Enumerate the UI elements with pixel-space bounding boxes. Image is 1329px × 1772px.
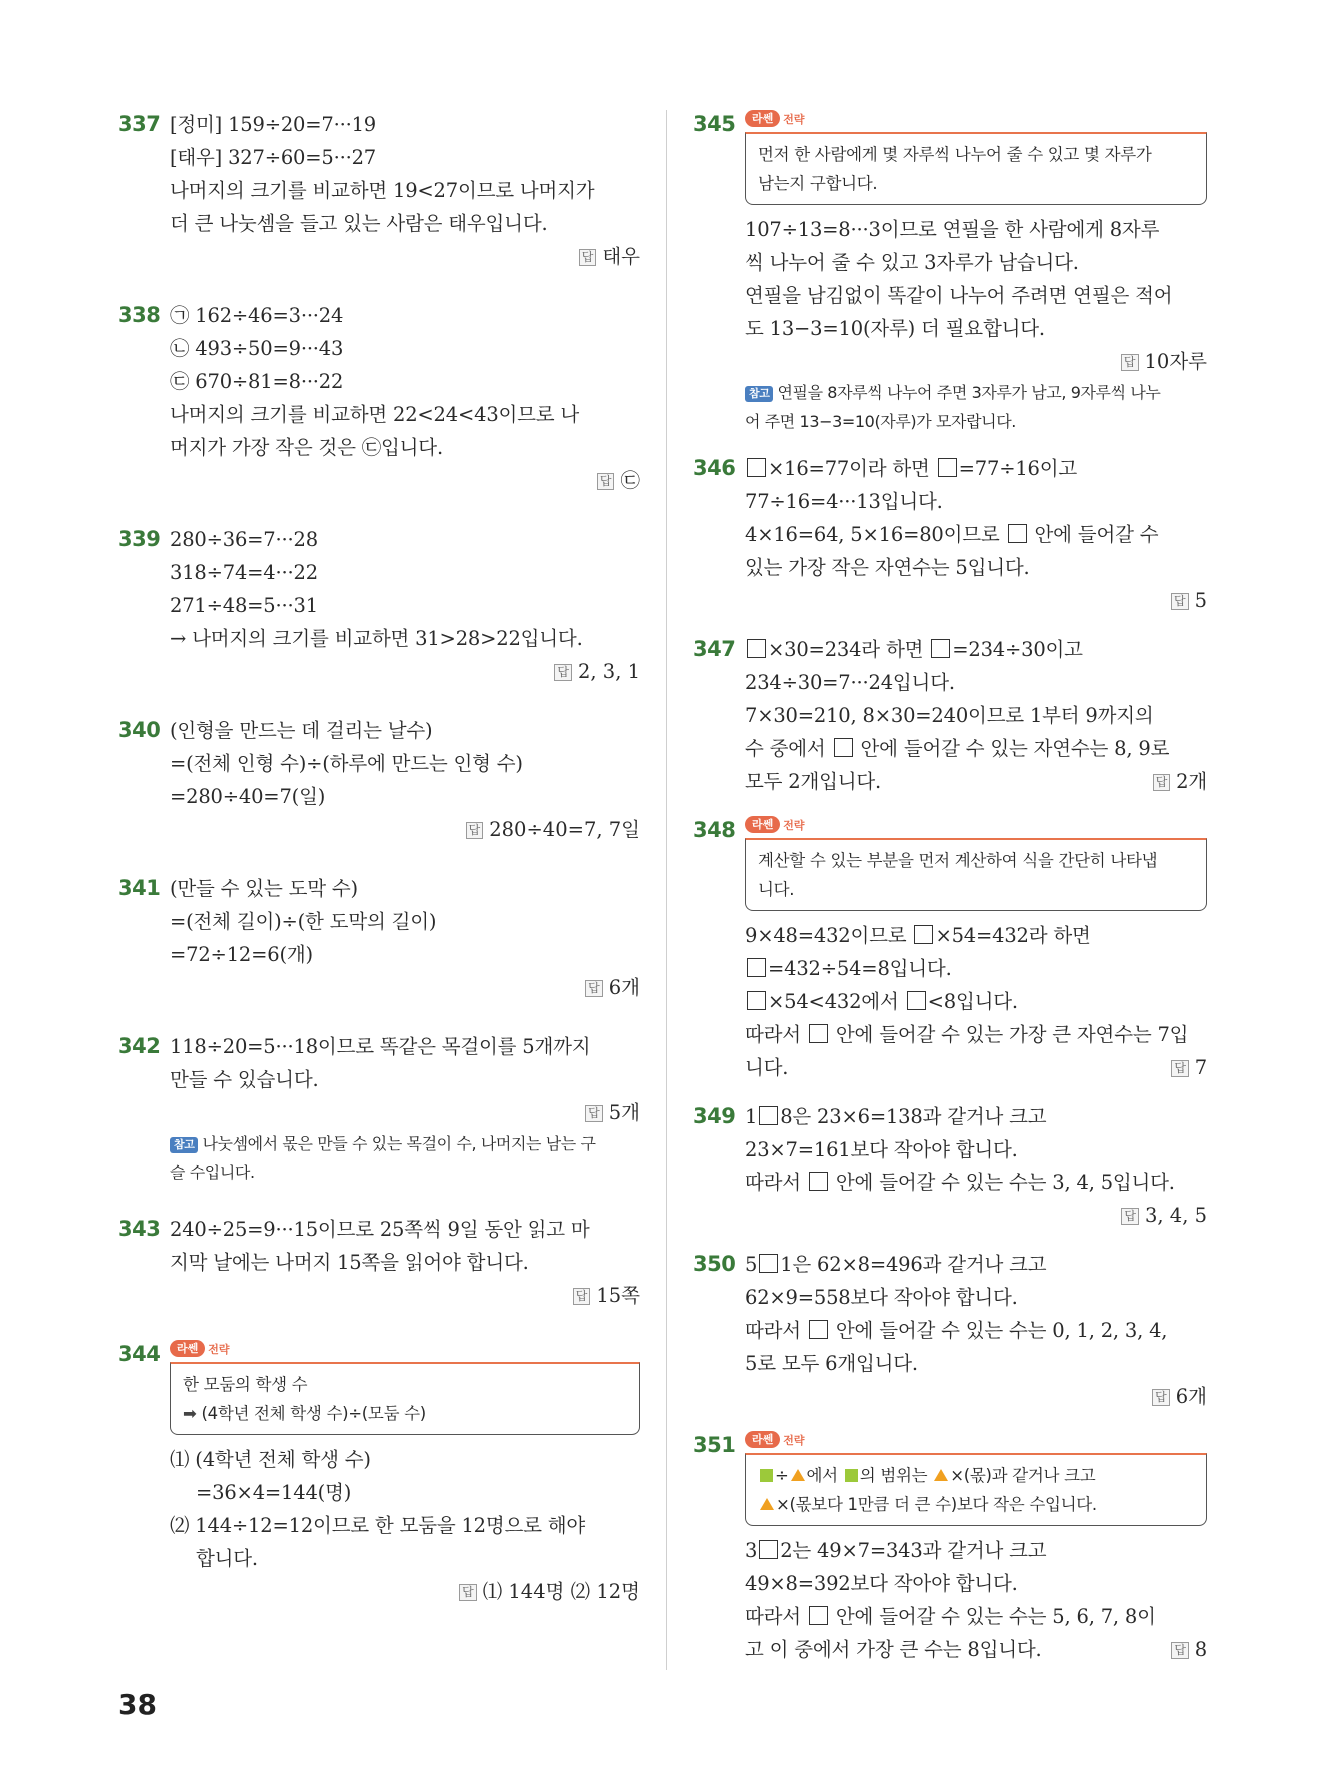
solution-line: 62×9=558보다 작아야 합니다. <box>745 1286 1018 1309</box>
answer-value: 6개 <box>1175 1385 1207 1408</box>
answer-icon: 답 <box>459 1584 477 1601</box>
problem-344 <box>118 1338 640 1608</box>
blank-box-icon <box>747 958 766 977</box>
problem-347 <box>693 633 1207 798</box>
solution-line: 3 2는 49×7=343과 같거나 크고 <box>745 1539 1047 1562</box>
answer-value: 10자루 <box>1144 350 1207 373</box>
answer <box>170 240 640 273</box>
answer <box>170 1575 640 1608</box>
solution-line: 77÷16=4···13입니다. <box>745 490 943 513</box>
blank-box-icon <box>759 1106 778 1125</box>
answer-icon: 답 <box>1171 1060 1188 1077</box>
note-text: 나눗셈에서 몫은 만들 수 있는 목걸이 수, 나머지는 남는 구 <box>202 1134 596 1153</box>
answer-value: 5개 <box>608 1101 640 1124</box>
tag-brand: 라쎈 <box>745 110 780 127</box>
note-text: 연필을 8자루씩 나누어 주면 3자루가 남고, 9자루씩 나누 <box>777 383 1161 402</box>
strategy-box <box>745 132 1207 205</box>
solution-line: =(전체 길이)÷(한 도막의 길이) <box>170 910 437 933</box>
arrow-right-icon: ➡ <box>183 1404 197 1423</box>
problem-number: 342 <box>118 1034 161 1058</box>
solution-line: ×30=234라 하면 =234÷30이고 <box>745 633 1207 666</box>
blank-box-icon <box>759 1540 778 1559</box>
solution-line: 107÷13=8···3이므로 연필을 한 사람에게 8자루 <box>745 218 1160 241</box>
answer <box>745 345 1207 378</box>
solution-line: 합니다. <box>196 1547 258 1570</box>
triangle-icon <box>934 1469 948 1481</box>
solution-line: 따라서 안에 들어갈 수 있는 수는 5, 6, 7, 8이 <box>745 1605 1156 1628</box>
problem-number: 341 <box>118 876 161 900</box>
answer-value: 2개 <box>1176 770 1207 793</box>
solution-line: (만들 수 있는 도막 수) <box>170 877 358 900</box>
solution-line: ㉠ 162÷46=3···24 <box>170 304 344 327</box>
solution-line: [정미] 159÷20=7···19 <box>170 113 377 136</box>
problem-number: 349 <box>693 1104 736 1128</box>
answer-value: 8 <box>1194 1638 1207 1661</box>
note-badge: 참고 <box>745 386 773 402</box>
solution-line: 5로 모두 6개입니다. <box>745 1352 918 1375</box>
problem-342 <box>118 1030 640 1187</box>
solution-line: =36×4=144(명) <box>196 1481 352 1504</box>
solution-line: 따라서 안에 들어갈 수 있는 가장 큰 자연수는 7입 <box>745 1023 1189 1046</box>
solution-line: 만들 수 있습니다. <box>170 1068 319 1091</box>
strategy-box <box>170 1362 640 1435</box>
problem-340 <box>118 714 640 846</box>
left-column <box>118 108 640 1608</box>
solution-line: 4×16=64, 5×16=80이므로 안에 들어갈 수 <box>745 523 1159 546</box>
blank-box-icon <box>914 925 933 944</box>
answer-icon: 답 <box>1121 354 1139 371</box>
solution-line: 모두 2개입니다. 답 2개 <box>745 765 1207 798</box>
solution-line: → 나머지의 크기를 비교하면 31>28>22입니다. <box>170 627 583 650</box>
blank-box-icon <box>809 1172 828 1191</box>
answer-value: 6개 <box>608 976 640 999</box>
problem-346 <box>693 452 1207 617</box>
answer-icon: 답 <box>1171 593 1189 610</box>
answer-value: ㉢ <box>620 469 640 492</box>
solution-line: ×54<432에서 <8입니다. <box>745 985 1207 1018</box>
problem-348 <box>693 814 1207 1084</box>
answer <box>745 584 1207 617</box>
blank-box-icon <box>747 458 766 477</box>
blank-box-icon <box>907 991 926 1010</box>
tag-label: 전략 <box>783 112 805 126</box>
solution-line: 5 1은 62×8=496과 같거나 크고 <box>745 1253 1047 1276</box>
problem-341 <box>118 872 640 1004</box>
answer-value: 태우 <box>602 245 640 268</box>
strategy-line: 니다. <box>758 880 795 899</box>
blank-box-icon <box>931 639 950 658</box>
blank-box-icon <box>938 458 957 477</box>
answer <box>170 813 640 846</box>
solution-line: 7×30=210, 8×30=240이므로 1부터 9까지의 <box>745 704 1154 727</box>
solution-line: 9×48=432이므로 ×54=432라 하면 <box>745 924 1091 947</box>
solution-line: ㉢ 670÷81=8···22 <box>170 370 344 393</box>
right-column <box>693 108 1207 1666</box>
strategy-box <box>745 838 1207 911</box>
tag-brand: 라쎈 <box>745 1431 780 1448</box>
answer-icon: 답 <box>466 822 484 839</box>
triangle-icon <box>760 1498 774 1510</box>
solution-line: 따라서 안에 들어갈 수 있는 수는 3, 4, 5입니다. <box>745 1171 1175 1194</box>
solution-line: 1 8은 23×6=138과 같거나 크고 <box>745 1105 1047 1128</box>
solution-line: 49×8=392보다 작아야 합니다. <box>745 1572 1018 1595</box>
green-square-icon <box>845 1469 858 1482</box>
strategy-tag <box>745 1429 1207 1451</box>
problem-343 <box>118 1213 640 1312</box>
page-number: 38 <box>118 1688 157 1721</box>
blank-box-icon <box>809 1320 828 1339</box>
note <box>745 378 1207 407</box>
tag-brand: 라쎈 <box>170 1340 205 1357</box>
solution-line: 머지가 가장 작은 것은 ㉢입니다. <box>170 436 443 459</box>
answer <box>745 1380 1207 1413</box>
problem-351 <box>693 1429 1207 1666</box>
solution-line: =432÷54=8입니다. <box>745 952 1207 985</box>
answer <box>170 1096 640 1129</box>
solution-line: =280÷40=7(일) <box>170 785 326 808</box>
solution-line: ×16=77이라 하면 =77÷16이고 <box>745 452 1207 485</box>
answer-icon: 답 <box>597 473 615 490</box>
problem-number: 345 <box>693 112 736 136</box>
problem-339 <box>118 523 640 688</box>
problem-number: 344 <box>118 1342 161 1366</box>
strategy-tag <box>745 108 1207 130</box>
solution-line: 따라서 안에 들어갈 수 있는 수는 0, 1, 2, 3, 4, <box>745 1319 1168 1342</box>
solution-line: 있는 가장 작은 자연수는 5입니다. <box>745 556 1030 579</box>
solution-line: 씩 나누어 줄 수 있고 3자루가 남습니다. <box>745 251 1079 274</box>
blank-box-icon <box>809 1606 828 1625</box>
solution-line: 도 13−3=10(자루) 더 필요합니다. <box>745 317 1045 340</box>
answer <box>170 655 640 688</box>
solution-line: 나머지의 크기를 비교하면 19<27이므로 나머지가 <box>170 179 595 202</box>
problem-350 <box>693 1248 1207 1413</box>
strategy-line: ÷ 에서 의 범위는 ×(몫)과 같거나 크고 <box>758 1461 1194 1490</box>
problem-number: 338 <box>118 303 161 327</box>
solution-line: =72÷12=6(개) <box>170 943 313 966</box>
strategy-text: (4학년 전체 학생 수)÷(모둠 수) <box>201 1404 426 1423</box>
solution-line: =(전체 인형 수)÷(하루에 만드는 인형 수) <box>170 752 523 775</box>
problem-number: 351 <box>693 1433 736 1457</box>
answer <box>170 971 640 1004</box>
blank-box-icon <box>1008 524 1027 543</box>
tag-label: 전략 <box>783 1433 805 1447</box>
strategy-line: ×(몫보다 1만큼 더 큰 수)보다 작은 수입니다. <box>758 1490 1194 1519</box>
strategy-line: 먼저 한 사람에게 몇 자루씩 나누어 줄 수 있고 몇 자루가 <box>758 145 1152 164</box>
problem-number: 337 <box>118 112 161 136</box>
answer-icon: 답 <box>585 980 603 997</box>
solution-line: (인형을 만드는 데 걸리는 날수) <box>170 719 433 742</box>
solution-line: 240÷25=9···15이므로 25쪽씩 9일 동안 읽고 마 <box>170 1218 590 1241</box>
column-divider <box>666 110 667 1670</box>
problem-337 <box>118 108 640 273</box>
blank-box-icon <box>747 991 766 1010</box>
strategy-line <box>183 1399 627 1428</box>
solution-line: 280÷36=7···28 <box>170 528 318 551</box>
problem-number: 346 <box>693 456 736 480</box>
problem-number: 348 <box>693 818 736 842</box>
solution-line: 더 큰 나눗셈을 들고 있는 사람은 태우입니다. <box>170 212 548 235</box>
answer-value: 7 <box>1194 1056 1207 1079</box>
solution-line: ⑴ (4학년 전체 학생 수) <box>170 1448 371 1471</box>
answer-icon: 답 <box>573 1288 591 1305</box>
solution-line: ⑵ 144÷12=12이므로 한 모둠을 12명으로 해야 <box>170 1514 586 1537</box>
strategy-tag <box>745 814 1207 836</box>
tag-brand: 라쎈 <box>745 816 780 833</box>
answer-icon: 답 <box>1152 1389 1170 1406</box>
solution-line: 나머지의 크기를 비교하면 22<24<43이므로 나 <box>170 403 580 426</box>
problem-349 <box>693 1100 1207 1232</box>
answer-icon: 답 <box>579 249 597 266</box>
answer-value: ⑴ 144명 ⑵ 12명 <box>482 1580 640 1603</box>
solution-line: 연필을 남김없이 똑같이 나누어 주려면 연필은 적어 <box>745 284 1173 307</box>
answer-icon: 답 <box>585 1105 603 1122</box>
tag-label: 전략 <box>783 818 805 832</box>
problem-number: 343 <box>118 1217 161 1241</box>
solution-line: 318÷74=4···22 <box>170 561 318 584</box>
answer <box>170 1279 640 1312</box>
solution-line: 니다. 답 7 <box>745 1051 1207 1084</box>
note <box>170 1129 640 1158</box>
solution-line: 지막 날에는 나머지 15쪽을 읽어야 합니다. <box>170 1251 529 1274</box>
answer <box>170 464 640 497</box>
answer-value: 15쪽 <box>596 1284 640 1307</box>
answer-icon: 답 <box>1153 774 1170 791</box>
answer-icon: 답 <box>554 664 572 681</box>
strategy-line: 남는지 구합니다. <box>758 174 878 193</box>
answer-icon: 답 <box>1171 1642 1188 1659</box>
blank-box-icon <box>759 1254 778 1273</box>
note-badge: 참고 <box>170 1137 198 1153</box>
answer <box>1171 1633 1207 1666</box>
strategy-line: 계산할 수 있는 부분을 먼저 계산하여 식을 간단히 나타냅 <box>758 851 1158 870</box>
strategy-line: 한 모둠의 학생 수 <box>183 1375 308 1394</box>
answer <box>1153 765 1207 798</box>
answer-value: 280÷40=7, 7일 <box>489 818 640 841</box>
problem-338 <box>118 299 640 497</box>
answer-value: 5 <box>1194 589 1207 612</box>
blank-box-icon <box>834 738 853 757</box>
answer <box>1171 1051 1207 1084</box>
solution-line: 23×7=161보다 작아야 합니다. <box>745 1138 1018 1161</box>
answer <box>745 1199 1207 1232</box>
answer-icon: 답 <box>1121 1208 1139 1225</box>
solution-line: 수 중에서 안에 들어갈 수 있는 자연수는 8, 9로 <box>745 737 1170 760</box>
blank-box-icon <box>747 639 766 658</box>
blank-box-icon <box>809 1024 828 1043</box>
answer-value: 2, 3, 1 <box>577 660 640 683</box>
green-square-icon <box>760 1469 773 1482</box>
problem-number: 340 <box>118 718 161 742</box>
strategy-box <box>745 1453 1207 1526</box>
solution-line: 234÷30=7···24입니다. <box>745 671 955 694</box>
solution-line: 271÷48=5···31 <box>170 594 318 617</box>
triangle-icon <box>791 1469 805 1481</box>
strategy-tag <box>170 1338 640 1360</box>
answer-value: 3, 4, 5 <box>1144 1204 1207 1227</box>
solution-line: 118÷20=5···18이므로 똑같은 목걸이를 5개까지 <box>170 1035 591 1058</box>
problem-number: 350 <box>693 1252 736 1276</box>
problem-number: 347 <box>693 637 736 661</box>
note-text: 어 주면 13−3=10(자루)가 모자랍니다. <box>745 412 1016 431</box>
solution-line: [태우] 327÷60=5···27 <box>170 146 377 169</box>
problem-345 <box>693 108 1207 436</box>
solution-line: ㉡ 493÷50=9···43 <box>170 337 344 360</box>
solution-line: 고 이 중에서 가장 큰 수는 8입니다. 답 8 <box>745 1633 1207 1666</box>
problem-number: 339 <box>118 527 161 551</box>
tag-label: 전략 <box>208 1342 230 1356</box>
note-text: 슬 수입니다. <box>170 1163 255 1182</box>
